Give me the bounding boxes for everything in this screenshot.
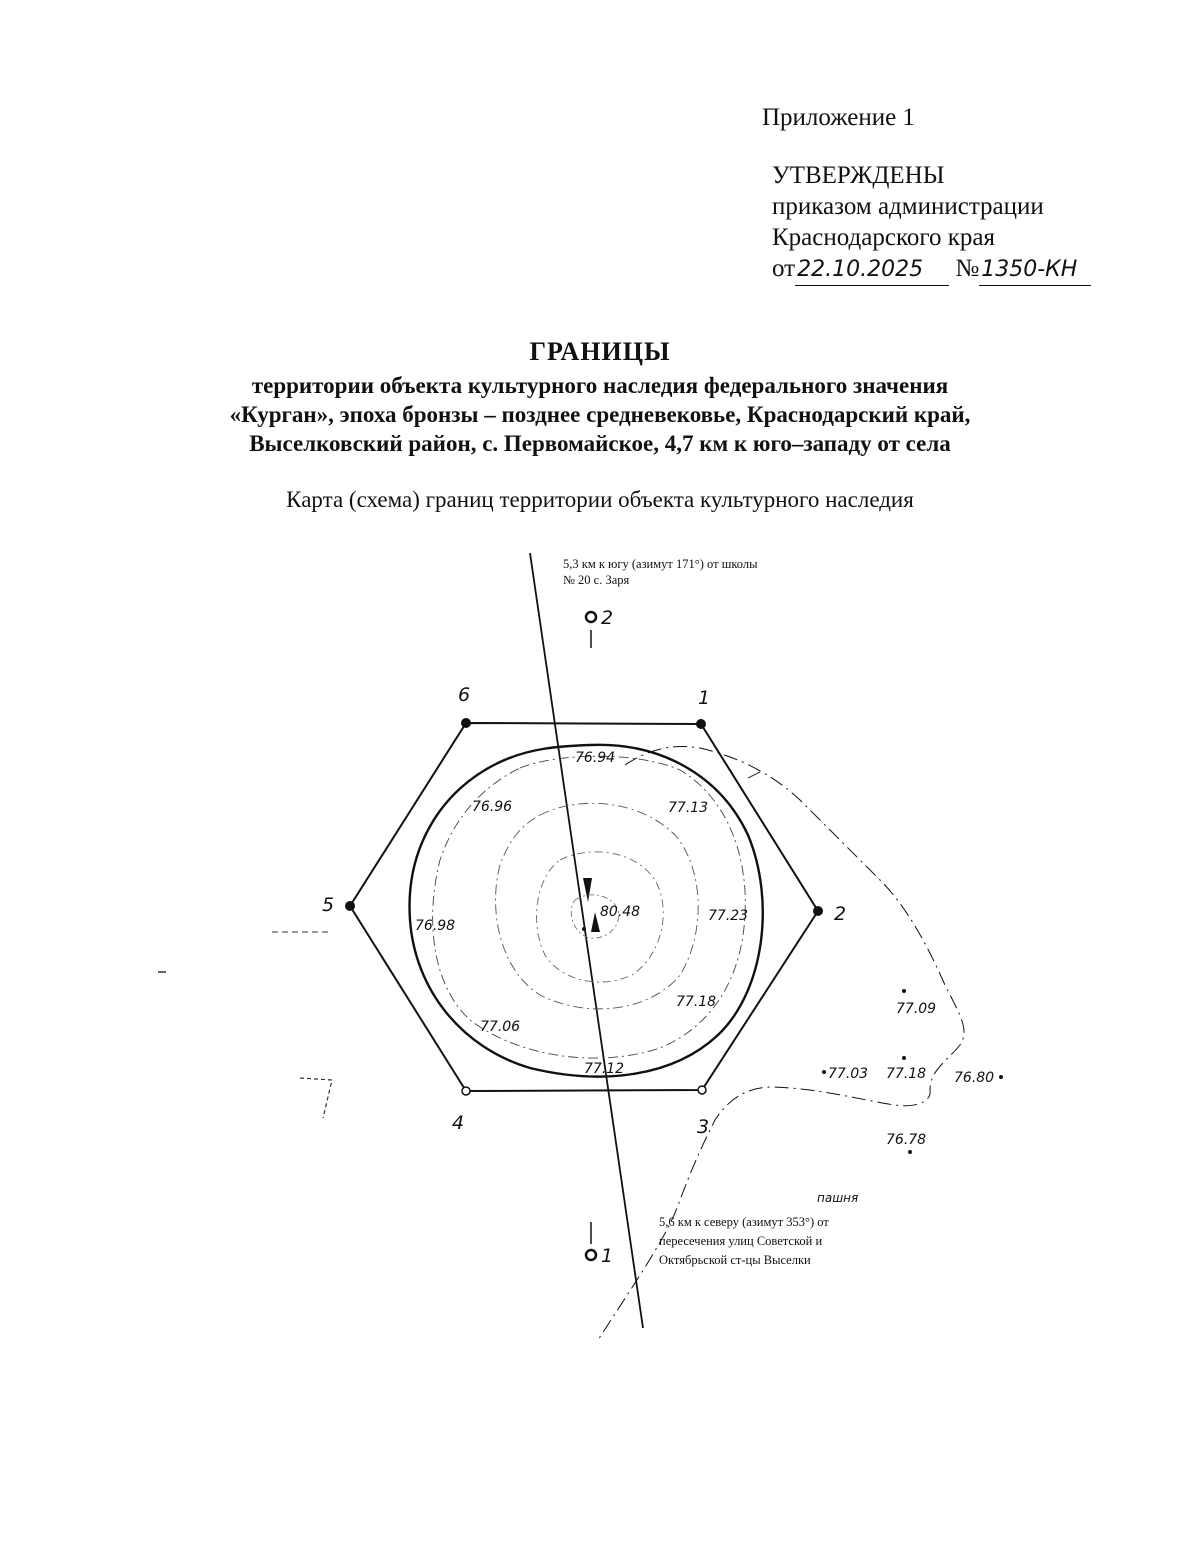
center-spot-marker (582, 927, 586, 931)
order-date: 22.10.2025 (795, 254, 949, 286)
arrow-up-icon (591, 912, 600, 932)
appendix-label: Приложение 1 (762, 104, 915, 131)
map-subtitle: Карта (схема) границ территории объекта культурного наследия (286, 487, 914, 512)
elevation-top: 76.94 (575, 750, 616, 766)
elevation-field-5: 76.78 (886, 1132, 927, 1148)
elevation-field-3: 77.18 (886, 1066, 927, 1082)
field-spot-5-marker (908, 1150, 912, 1154)
elevation-left: 76.98 (415, 918, 456, 934)
approved-by-order: приказом администрации (772, 193, 1044, 220)
note-north-line-1: 5,3 км к югу (азимут 171°) от школы (563, 557, 758, 571)
elevation-bottom: 77.12 (584, 1061, 625, 1077)
number-prefix: № (955, 255, 980, 282)
boundary-map (0, 540, 1200, 1360)
order-number: 1350-КН (979, 254, 1091, 286)
note-south-line-3: Октябрьской ст-цы Выселки (659, 1253, 811, 1267)
title-line-2: «Курган», эпоха бронзы – позднее средневековье, Краснодарский край, (229, 402, 971, 427)
title-line-3: Выселковский район, с. Первомайское, 4,7 км к юго–западу от села (249, 431, 951, 456)
boundary-point-6-label: 6 (458, 684, 471, 706)
boundary-point-4-marker (462, 1087, 470, 1095)
reference-point-1-marker (586, 1250, 596, 1260)
order-date-number (772, 253, 1091, 286)
scan-mark-hook (300, 1078, 332, 1118)
boundary-point-2-label: 2 (834, 903, 847, 925)
arrow-down-icon (583, 878, 592, 902)
boundary-point-6-marker (461, 718, 471, 728)
note-south-line-1: 5,6 км к северу (азимут 353°) от (659, 1215, 829, 1229)
field-spot-4-marker (999, 1075, 1003, 1079)
land-use-label: пашня (817, 1191, 859, 1205)
reference-point-2-marker (586, 612, 596, 622)
field-spot-2-marker (822, 1070, 826, 1074)
title-line-1: территории объекта культурного наследия федерального значения (251, 373, 949, 398)
boundary-point-3-label: 3 (697, 1116, 710, 1138)
reference-point-2-label: 2 (601, 607, 614, 629)
elevation-lower-left: 77.06 (480, 1019, 521, 1035)
boundary-point-1-label: 1 (698, 687, 711, 709)
boundary-point-2-marker (813, 906, 823, 916)
elevation-upper-right: 77.13 (668, 800, 709, 816)
field-spot-1-marker (902, 989, 906, 993)
elevation-upper-left: 76.96 (472, 799, 513, 815)
contour-middle (496, 803, 699, 1009)
note-north-line-2: № 20 с. Заря (563, 573, 630, 587)
boundary-polygon (350, 723, 818, 1091)
approved-region: Краснодарского края (772, 224, 995, 251)
boundary-point-3-marker (698, 1086, 706, 1094)
approved-heading: УТВЕРЖДЕНЫ (772, 162, 945, 189)
field-boundary (598, 746, 964, 1340)
document-title (0, 337, 1200, 458)
boundary-point-4-label: 4 (452, 1112, 465, 1134)
boundary-point-1-marker (696, 719, 706, 729)
boundary-point-5-label: 5 (322, 894, 335, 916)
elevation-field-1: 77.09 (896, 1001, 937, 1017)
elevation-field-4: 76.80 (954, 1070, 995, 1086)
elevation-center: 80.48 (600, 904, 641, 920)
scan-mark-tick (748, 772, 760, 778)
boundary-point-5-marker (345, 901, 355, 911)
field-spot-3-marker (902, 1056, 906, 1060)
elevation-lower-right: 77.18 (676, 994, 717, 1010)
note-south-line-2: пересечения улиц Советской и (659, 1234, 823, 1248)
reference-point-1-label: 1 (601, 1245, 614, 1267)
azimuth-line (530, 553, 643, 1328)
elevation-field-2: 77.03 (828, 1066, 869, 1082)
date-prefix: от (772, 255, 796, 282)
approval-block (772, 160, 1091, 286)
title-heading: ГРАНИЦЫ (529, 337, 671, 366)
elevation-right: 77.23 (708, 908, 749, 924)
